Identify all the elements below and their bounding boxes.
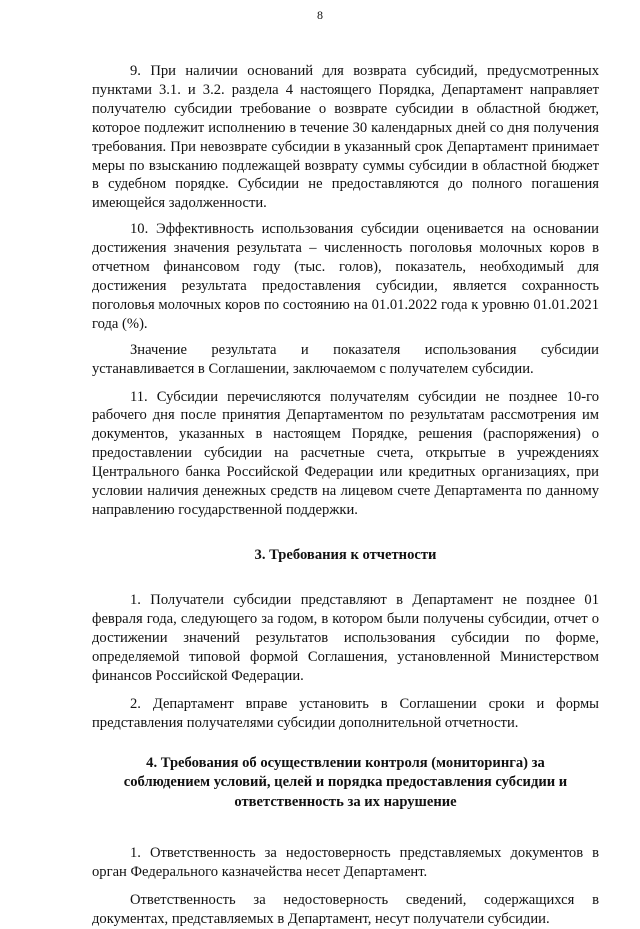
section-4-paragraph-1b: Ответственность за недостоверность сведений, содержащихся в документах, представляемых в Департамент, несут получатели субсидии. bbox=[92, 892, 599, 927]
paragraph-11-transfer: 11. Субсидии перечисляются получателям субсидии не позднее 10-го рабочего дня после принятия Департаментом по результатам рассмотрения им документов, указанных в настоящем Порядке, решения (распоряжения) о предоставлении субсидии на расчетные счета, открытые в учреждениях Центрального банка Российской Федерации или кредитных организациях, при условии наличия денежных средств на лицевом счете Департамента по данному направлению государственной поддержки. bbox=[92, 388, 599, 518]
paragraph-10-result-value: Значение результата и показателя использования субсидии устанавливается в Соглашении, заключаемом с получателем субсидии. bbox=[92, 341, 599, 377]
paragraph-9-refund: 9. При наличии оснований для возврата субсидий, предусмотренных пунктами 3.1. и 3.2. раздела 4 настоящего Порядка, Департамент направляет получателю субсидии требование о возврате субсидии в областной бюджет, которое подлежит исполнению в течение 30 календарных дней со дня получения требования. При невозврате субсидии в указанный срок Департамент принимает меры по взысканию подлежащей возврату суммы субсидии в областной бюджет в судебном порядке. Субсидии не предоставляются до полного погашения имеющейся задолженности. bbox=[92, 63, 599, 212]
paragraph-10-efficiency: 10. Эффективность использования субсидии оценивается на основании достижения значения результата – численность поголовья молочных коров в отчетном финансовом году (тыс. голов), показатель, необходимый для достижения результата предоставления субсидии, является сохранность поголовья молочных коров по состоянию на 01.01.2022 года к уровню 01.01.2021 года (%). bbox=[92, 221, 599, 332]
section-4-heading-line-2: соблюдением условий, целей и порядка предоставления субсидии и bbox=[123, 774, 568, 791]
section-4-heading-line-1: 4. Требования об осуществлении контроля (мониторинга) за bbox=[146, 754, 545, 771]
section-3-paragraph-1: 1. Получатели субсидии представляют в Департамент не позднее 01 февраля года, следующего за годом, в котором были получены субсидии, отчет о достижении значений результатов использования субсидии по форме, определяемой типовой формой Соглашения, установленной Министерством финансов Российской Федерации. bbox=[92, 592, 599, 684]
section-4-paragraph-1: 1. Ответственность за недостоверность представляемых документов в орган Федерального казначейства несет Департамент. bbox=[92, 845, 599, 881]
section-3-heading: 3. Требования к отчетности bbox=[254, 546, 437, 563]
section-4-heading-line-3: ответственность за их нарушение bbox=[234, 793, 457, 810]
document-body bbox=[92, 0, 599, 929]
section-4-heading bbox=[92, 754, 599, 813]
page-number: 8 bbox=[317, 8, 323, 22]
section-3-paragraph-2: 2. Департамент вправе установить в Соглашении сроки и формы представления получателями субсидии дополнительной отчетности. bbox=[92, 695, 599, 731]
